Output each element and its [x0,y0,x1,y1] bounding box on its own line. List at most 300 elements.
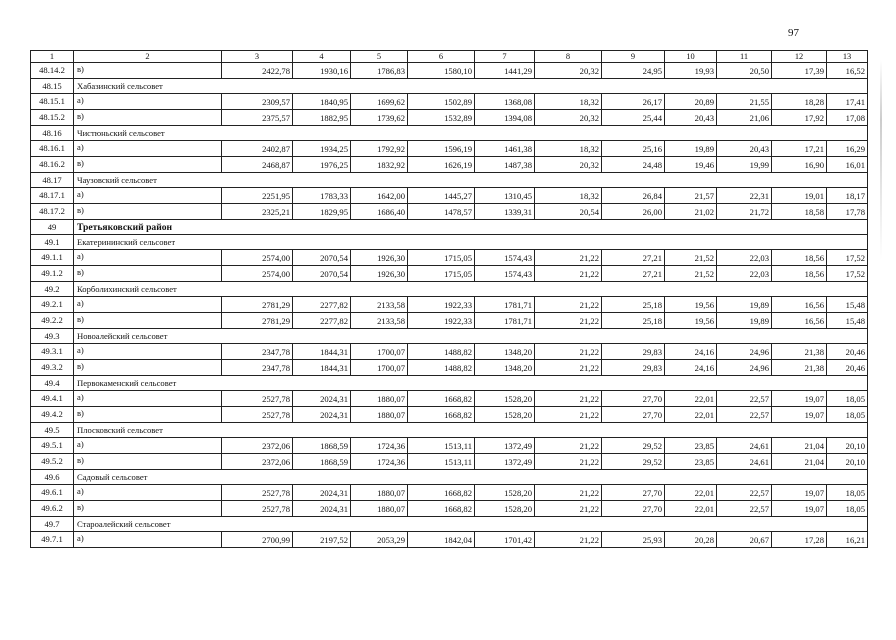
section-row [31,126,868,141]
value-cell: 22,57 [717,407,772,423]
value-cell: 21,06 [717,110,772,126]
value-cell: 24,61 [717,454,772,470]
value-cell: 27,70 [602,485,665,501]
value-cell: 1596,19 [408,141,475,157]
value-cell: 16,56 [772,313,827,329]
value-cell: 27,21 [602,250,665,266]
value-cell: 20,43 [717,141,772,157]
table-row [31,391,868,407]
value-cell: 1668,82 [408,391,475,407]
value-cell: 20,67 [717,532,772,548]
value-cell: 1786,83 [351,63,408,79]
value-cell: 21,22 [535,438,602,454]
table-row [31,141,868,157]
value-cell: 17,92 [772,110,827,126]
row-subtype: а) [74,485,222,501]
value-cell: 24,16 [665,344,717,360]
value-cell: 2347,78 [222,344,293,360]
value-cell: 18,05 [827,485,868,501]
value-cell: 29,83 [602,360,665,376]
row-code: 49.3.2 [31,360,74,376]
value-cell: 21,02 [665,204,717,220]
table-row [31,204,868,220]
value-cell: 20,46 [827,360,868,376]
row-subtype: в) [74,454,222,470]
value-cell: 21,22 [535,454,602,470]
value-cell: 1724,36 [351,454,408,470]
value-cell: 15,48 [827,313,868,329]
value-cell: 1445,27 [408,188,475,204]
value-cell: 1668,82 [408,407,475,423]
value-cell: 17,08 [827,110,868,126]
value-cell: 20,32 [535,157,602,173]
value-cell: 1880,07 [351,485,408,501]
value-cell: 1880,07 [351,407,408,423]
value-cell: 27,70 [602,501,665,517]
value-cell: 23,85 [665,438,717,454]
value-cell: 24,96 [717,360,772,376]
table-row [31,485,868,501]
header-cell: 4 [293,51,351,63]
section-row [31,423,868,438]
value-cell: 27,70 [602,391,665,407]
value-cell: 18,56 [772,266,827,282]
row-subtype: в) [74,266,222,282]
row-subtype: а) [74,188,222,204]
value-cell: 2070,54 [293,250,351,266]
value-cell: 16,56 [772,297,827,313]
value-cell: 19,07 [772,391,827,407]
value-cell: 19,07 [772,485,827,501]
settlement-name: Корболихинский сельсовет [74,282,868,297]
value-cell: 1574,43 [475,266,535,282]
value-cell: 17,41 [827,94,868,110]
value-cell: 16,52 [827,63,868,79]
value-cell: 21,22 [535,250,602,266]
value-cell: 21,22 [535,485,602,501]
value-cell: 26,84 [602,188,665,204]
table-row [31,110,868,126]
value-cell: 18,56 [772,250,827,266]
value-cell: 21,22 [535,391,602,407]
value-cell: 19,07 [772,407,827,423]
value-cell: 2527,78 [222,407,293,423]
row-code: 49.6.2 [31,501,74,517]
header-cell: 2 [74,51,222,63]
value-cell: 17,52 [827,250,868,266]
value-cell: 1880,07 [351,501,408,517]
header-cell: 11 [717,51,772,63]
row-code: 49.4.2 [31,407,74,423]
row-code: 49 [31,220,74,235]
value-cell: 2325,21 [222,204,293,220]
value-cell: 1348,20 [475,360,535,376]
header-cell: 8 [535,51,602,63]
value-cell: 24,16 [665,360,717,376]
value-cell: 19,93 [665,63,717,79]
value-cell: 20,10 [827,438,868,454]
table-row [31,250,868,266]
value-cell: 1668,82 [408,501,475,517]
value-cell: 2375,57 [222,110,293,126]
row-code: 48.17.2 [31,204,74,220]
row-code: 49.1.1 [31,250,74,266]
value-cell: 2053,29 [351,532,408,548]
value-cell: 2277,82 [293,297,351,313]
value-cell: 22,03 [717,266,772,282]
value-cell: 2527,78 [222,485,293,501]
value-cell: 1580,10 [408,63,475,79]
table-row [31,407,868,423]
header-row [31,51,868,63]
row-code: 48.15.2 [31,110,74,126]
value-cell: 1829,95 [293,204,351,220]
value-cell: 1792,92 [351,141,408,157]
value-cell: 20,46 [827,344,868,360]
value-cell: 1478,57 [408,204,475,220]
row-subtype: а) [74,344,222,360]
value-cell: 22,01 [665,501,717,517]
value-cell: 17,39 [772,63,827,79]
table-row [31,266,868,282]
value-cell: 22,31 [717,188,772,204]
table-row [31,501,868,517]
value-cell: 17,52 [827,266,868,282]
value-cell: 21,22 [535,501,602,517]
value-cell: 29,83 [602,344,665,360]
value-cell: 1488,82 [408,344,475,360]
value-cell: 1715,05 [408,250,475,266]
row-code: 49.5.2 [31,454,74,470]
value-cell: 2197,52 [293,532,351,548]
value-cell: 2422,78 [222,63,293,79]
value-cell: 1528,20 [475,391,535,407]
value-cell: 1461,38 [475,141,535,157]
value-cell: 21,22 [535,407,602,423]
table-row [31,63,868,79]
value-cell: 17,28 [772,532,827,548]
row-code: 48.16 [31,126,74,141]
row-subtype: в) [74,204,222,220]
value-cell: 25,93 [602,532,665,548]
value-cell: 1372,49 [475,438,535,454]
settlement-name: Хабазинский сельсовет [74,79,868,94]
value-cell: 21,57 [665,188,717,204]
row-code: 49.6.1 [31,485,74,501]
value-cell: 25,16 [602,141,665,157]
value-cell: 18,32 [535,188,602,204]
value-cell: 1700,07 [351,344,408,360]
row-subtype: в) [74,313,222,329]
value-cell: 20,32 [535,63,602,79]
header-cell: 5 [351,51,408,63]
row-code: 49.7.1 [31,532,74,548]
value-cell: 27,21 [602,266,665,282]
value-cell: 1976,25 [293,157,351,173]
value-cell: 1934,25 [293,141,351,157]
value-cell: 24,48 [602,157,665,173]
settlement-name: Чаузовский сельсовет [74,173,868,188]
row-code: 49.1.2 [31,266,74,282]
value-cell: 20,54 [535,204,602,220]
settlement-name: Новоалейский сельсовет [74,329,868,344]
value-cell: 2133,58 [351,297,408,313]
value-cell: 1781,71 [475,297,535,313]
value-cell: 2309,57 [222,94,293,110]
header-cell: 10 [665,51,717,63]
value-cell: 17,21 [772,141,827,157]
header-cell: 9 [602,51,665,63]
value-cell: 2251,95 [222,188,293,204]
value-cell: 18,28 [772,94,827,110]
value-cell: 2574,00 [222,266,293,282]
row-subtype: а) [74,94,222,110]
value-cell: 1368,08 [475,94,535,110]
row-subtype: в) [74,63,222,79]
value-cell: 2700,99 [222,532,293,548]
value-cell: 1488,82 [408,360,475,376]
value-cell: 24,96 [717,344,772,360]
value-cell: 2468,87 [222,157,293,173]
section-row [31,470,868,485]
table-row [31,313,868,329]
value-cell: 1372,49 [475,454,535,470]
section-row [31,517,868,532]
district-row [31,220,868,235]
row-code: 48.17.1 [31,188,74,204]
value-cell: 21,52 [665,250,717,266]
header-cell: 1 [31,51,74,63]
row-code: 49.2.1 [31,297,74,313]
value-cell: 29,52 [602,454,665,470]
value-cell: 1487,38 [475,157,535,173]
row-code: 48.17 [31,173,74,188]
value-cell: 18,05 [827,501,868,517]
value-cell: 2133,58 [351,313,408,329]
page-number: 97 [788,27,799,39]
table-row [31,532,868,548]
row-subtype: а) [74,391,222,407]
value-cell: 22,03 [717,250,772,266]
value-cell: 2402,87 [222,141,293,157]
value-cell: 22,57 [717,391,772,407]
value-cell: 1701,42 [475,532,535,548]
row-code: 49.7 [31,517,74,532]
value-cell: 17,78 [827,204,868,220]
value-cell: 19,89 [717,313,772,329]
value-cell: 19,46 [665,157,717,173]
value-cell: 1441,29 [475,63,535,79]
value-cell: 22,57 [717,501,772,517]
row-code: 49.3.1 [31,344,74,360]
value-cell: 21,22 [535,532,602,548]
value-cell: 18,32 [535,141,602,157]
value-cell: 21,22 [535,266,602,282]
value-cell: 1528,20 [475,485,535,501]
value-cell: 21,38 [772,344,827,360]
value-cell: 16,90 [772,157,827,173]
row-code: 49.5.1 [31,438,74,454]
row-subtype: в) [74,360,222,376]
value-cell: 2527,78 [222,391,293,407]
value-cell: 25,18 [602,313,665,329]
value-cell: 1832,92 [351,157,408,173]
value-cell: 19,01 [772,188,827,204]
header-cell: 13 [827,51,868,63]
value-cell: 1842,04 [408,532,475,548]
value-cell: 1781,71 [475,313,535,329]
value-cell: 2277,82 [293,313,351,329]
value-cell: 21,55 [717,94,772,110]
value-cell: 20,43 [665,110,717,126]
row-code: 49.5 [31,423,74,438]
value-cell: 21,04 [772,454,827,470]
value-cell: 1880,07 [351,391,408,407]
value-cell: 16,29 [827,141,868,157]
row-subtype: в) [74,407,222,423]
settlement-name: Плосковский сельсовет [74,423,868,438]
value-cell: 24,61 [717,438,772,454]
value-cell: 1513,11 [408,454,475,470]
value-cell: 1844,31 [293,360,351,376]
value-cell: 21,22 [535,297,602,313]
settlement-name: Екатерининский сельсовет [74,235,868,250]
value-cell: 1502,89 [408,94,475,110]
value-cell: 1700,07 [351,360,408,376]
scan-edge-shadow [880,60,882,260]
value-cell: 23,85 [665,454,717,470]
district-name: Третьяковский район [74,220,868,235]
value-cell: 18,05 [827,391,868,407]
value-cell: 1513,11 [408,438,475,454]
value-cell: 1715,05 [408,266,475,282]
value-cell: 19,56 [665,297,717,313]
value-cell: 1739,62 [351,110,408,126]
value-cell: 26,17 [602,94,665,110]
value-cell: 2024,31 [293,485,351,501]
value-cell: 1926,30 [351,250,408,266]
value-cell: 20,10 [827,454,868,470]
row-subtype: а) [74,532,222,548]
value-cell: 19,89 [717,297,772,313]
value-cell: 22,01 [665,391,717,407]
value-cell: 1574,43 [475,250,535,266]
value-cell: 1699,62 [351,94,408,110]
row-subtype: в) [74,501,222,517]
value-cell: 20,28 [665,532,717,548]
table-row [31,188,868,204]
value-cell: 1868,59 [293,454,351,470]
row-subtype: в) [74,110,222,126]
value-cell: 19,56 [665,313,717,329]
section-row [31,173,868,188]
value-cell: 20,50 [717,63,772,79]
row-code: 49.1 [31,235,74,250]
value-cell: 27,70 [602,407,665,423]
header-cell: 6 [408,51,475,63]
row-code: 48.14.2 [31,63,74,79]
table-row [31,454,868,470]
table-body [31,51,868,548]
value-cell: 21,22 [535,313,602,329]
row-code: 49.2.2 [31,313,74,329]
row-subtype: а) [74,438,222,454]
value-cell: 16,01 [827,157,868,173]
value-cell: 16,21 [827,532,868,548]
value-cell: 21,72 [717,204,772,220]
value-cell: 2574,00 [222,250,293,266]
value-cell: 2781,29 [222,313,293,329]
section-row [31,376,868,391]
value-cell: 1528,20 [475,501,535,517]
value-cell: 21,52 [665,266,717,282]
value-cell: 1626,19 [408,157,475,173]
section-row [31,235,868,250]
row-code: 48.15.1 [31,94,74,110]
value-cell: 2024,31 [293,407,351,423]
value-cell: 21,22 [535,344,602,360]
value-cell: 19,89 [665,141,717,157]
value-cell: 2070,54 [293,266,351,282]
settlement-name: Первокаменский сельсовет [74,376,868,391]
value-cell: 20,32 [535,110,602,126]
value-cell: 2372,06 [222,438,293,454]
row-code: 49.3 [31,329,74,344]
header-cell: 3 [222,51,293,63]
row-code: 48.16.2 [31,157,74,173]
value-cell: 2372,06 [222,454,293,470]
value-cell: 1922,33 [408,313,475,329]
value-cell: 21,38 [772,360,827,376]
value-cell: 2347,78 [222,360,293,376]
value-cell: 22,57 [717,485,772,501]
row-code: 49.4.1 [31,391,74,407]
value-cell: 1686,40 [351,204,408,220]
table-row [31,94,868,110]
value-cell: 1339,31 [475,204,535,220]
value-cell: 18,32 [535,94,602,110]
row-subtype: а) [74,297,222,313]
value-cell: 18,05 [827,407,868,423]
table-row [31,157,868,173]
value-cell: 21,04 [772,438,827,454]
value-cell: 1930,16 [293,63,351,79]
row-code: 49.6 [31,470,74,485]
row-code: 48.15 [31,79,74,94]
value-cell: 1532,89 [408,110,475,126]
value-cell: 1310,45 [475,188,535,204]
value-cell: 1868,59 [293,438,351,454]
value-cell: 25,18 [602,297,665,313]
settlement-name: Староалейский сельсовет [74,517,868,532]
value-cell: 18,58 [772,204,827,220]
tariff-table [30,50,868,548]
value-cell: 15,48 [827,297,868,313]
value-cell: 1348,20 [475,344,535,360]
table-row [31,360,868,376]
value-cell: 22,01 [665,485,717,501]
value-cell: 21,22 [535,360,602,376]
section-row [31,329,868,344]
header-cell: 12 [772,51,827,63]
value-cell: 1528,20 [475,407,535,423]
settlement-name: Чистюньский сельсовет [74,126,868,141]
table-row [31,297,868,313]
value-cell: 1783,33 [293,188,351,204]
value-cell: 2024,31 [293,391,351,407]
value-cell: 2024,31 [293,501,351,517]
value-cell: 2781,29 [222,297,293,313]
